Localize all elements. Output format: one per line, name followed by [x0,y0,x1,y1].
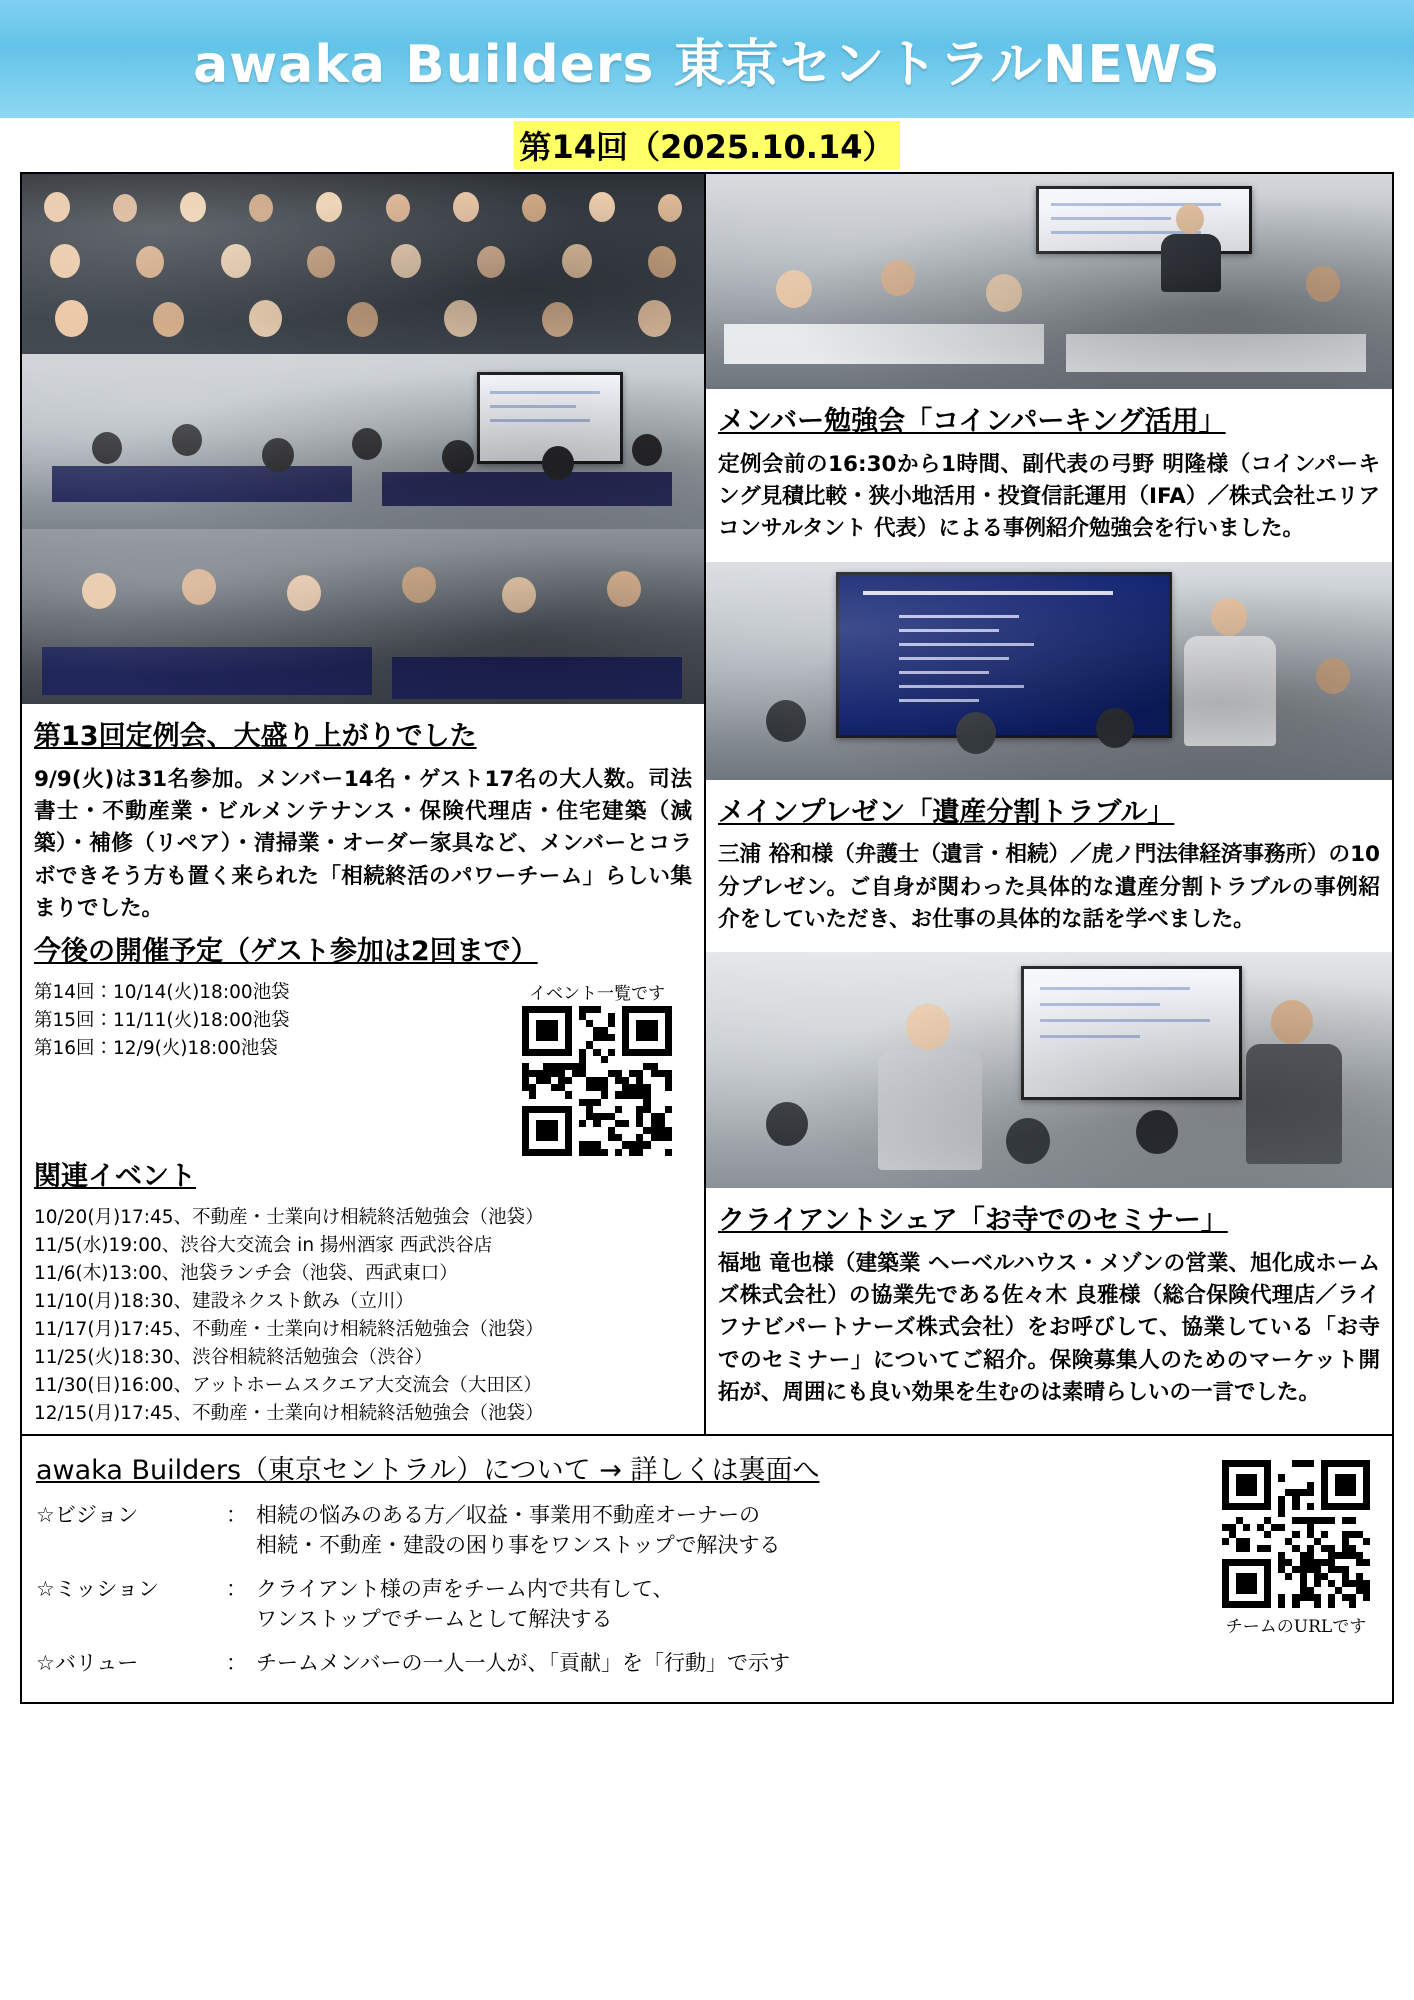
related-events-list [34,1204,692,1429]
list-item: 10/20(月)17:45、不動産・士業向け相続終活勉強会（池袋） [34,1206,544,1228]
photo-client-share [706,952,1392,1188]
about-row-value [36,1649,1378,1679]
related-events-heading: 関連イベント [34,1160,196,1192]
about-colon: ： [226,1577,247,1601]
schedule-heading: 今後の開催予定（ゲスト参加は2回まで） [34,936,538,967]
presentation-slide [836,572,1172,738]
about-value [256,1501,1378,1561]
events-qr-code[interactable] [522,1006,672,1156]
about-colon: ： [226,1503,247,1528]
about-key: ☆ミッション [36,1577,159,1601]
about-value [256,1649,1378,1679]
about-value-line: 相続・不動産・建設の困り事をワンストップで解決する [256,1533,781,1558]
study-block [706,389,1392,562]
two-column-layout [22,174,1392,1434]
schedule-qr-caption: イベント一覧です [529,983,665,1004]
about-row-mission [36,1575,1378,1638]
about-colon: ： [226,1650,247,1675]
photo-study-session [706,174,1392,389]
list-item: 11/10(月)18:30、建設ネクスト飲み（立川） [34,1290,414,1312]
about-value-line: クライアント様の声をチーム内で共有して、 [256,1577,674,1601]
list-item: 第14回：10/14(火)18:00池袋 [34,981,290,1003]
team-qr-block [1222,1460,1370,1637]
presentation-body: 三浦 裕和様（弁護士（遺言・相続）／虎ノ門法律経済事務所）の10分プレゼン。ご自身が関わった具体的な遺産分割トラブルの事例紹介をしていただき、お仕事の具体的な話を学べました。 [718,842,1380,932]
presentation-heading: メインプレゼン「遺産分割トラブル」 [718,796,1175,828]
about-heading: awaka Builders（東京セントラル）について → 詳しくは裏面へ [36,1455,820,1487]
issue-line [0,118,1414,172]
list-item: 11/30(日)16:00、アットホームスクエア大交流会（大田区） [34,1375,542,1397]
client-share-body: 福地 竜也様（建築業 ヘーベルハウス・メゾンの営業、旭化成ホームズ株式会社）の協業先である佐々木 良雅様（総合保険代理店／ライフナビパートナーズ株式会社）をお呼びして、協業している「お寺でのセミナー」についてご紹介。保険募集人のためのマーケット開拓が、周囲にも良い効果を生むのは素晴らしいの一言でした。 [718,1250,1380,1405]
right-column [706,174,1392,1434]
photo-group-shot [22,174,704,354]
meeting-report-body: 9/9(火)は31名参加。メンバー14名・ゲスト17名の大人数。司法書士・不動産業・ビルメンテナンス・保険代理店・住宅建築（減築）・補修（リペア）・清掃業・オーダー家具など、メンバーとコラボできそう方も置く来られた「相続終活のパワーチーム」らしい集まりでした。 [34,766,692,921]
study-body: 定例会前の16:30から1時間、副代表の弓野 明隆様（コインパーキング見積比較・狭小地活用・投資信託運用（IFA）／株式会社エリアコンサルタント 代表）による事例紹介勉強会を行いました。 [718,451,1380,542]
about-value-line: ワンストップでチームとして解決する [256,1606,613,1631]
meeting-report-heading: 第13回定例会、大盛り上がりでした [34,721,477,752]
list-item: 11/17(月)17:45、不動産・士業向け相続終活勉強会（池袋） [34,1318,544,1340]
about-value-line: 相続の悩みのある方／収益・事業用不動産オーナーの [256,1503,760,1528]
newsletter-body [20,172,1394,1704]
team-qr-caption: チームのURLです [1225,1617,1367,1638]
about-key: ☆ビジョン [36,1503,139,1528]
presentation-block [706,780,1392,953]
list-item: 12/15(月)17:45、不動産・士業向け相続終活勉強会（池袋） [34,1403,544,1425]
about-value [256,1575,1378,1638]
about-section [22,1434,1392,1702]
about-key: ☆バリュー [36,1650,139,1675]
client-share-screen [1021,966,1242,1100]
schedule-list-wrap [34,979,502,1063]
schedule-qr-column [502,979,692,1156]
left-column [22,174,706,1434]
study-heading: メンバー勉強会「コインパーキング活用」 [718,406,1226,437]
photo-main-presentation [706,562,1392,780]
page-title: awaka Builders 東京セントラルNEWS [193,34,1221,95]
about-row-vision [36,1501,1378,1561]
projector-screen [477,372,623,464]
client-share-heading: クライアントシェア「お寺でのセミナー」 [718,1205,1228,1236]
team-qr-code[interactable] [1222,1460,1370,1608]
page-header [0,0,1414,118]
issue-number: 第14回（2025.10.14） [514,121,901,169]
schedule-list [34,979,502,1063]
client-share-block [706,1188,1392,1425]
study-screen [1036,186,1252,254]
list-item: 第15回：11/11(火)18:00池袋 [34,1009,290,1031]
list-item: 第16回：12/9(火)18:00池袋 [34,1037,278,1059]
list-item: 11/25(火)18:30、渋谷相続終活勉強会（渋谷） [34,1347,433,1369]
photo-networking-party [22,529,704,704]
schedule-section [34,979,692,1156]
meeting-report-block [22,704,704,1434]
photo-seminar-room [22,354,704,529]
list-item: 11/6(木)13:00、池袋ランチ会（池袋、西武東口） [34,1262,458,1284]
about-value-line: チームメンバーの一人一人が、「貢献」を「行動」で示す [256,1650,791,1675]
list-item: 11/5(水)19:00、渋谷大交流会 in 揚州酒家 西武渋谷店 [34,1234,493,1256]
